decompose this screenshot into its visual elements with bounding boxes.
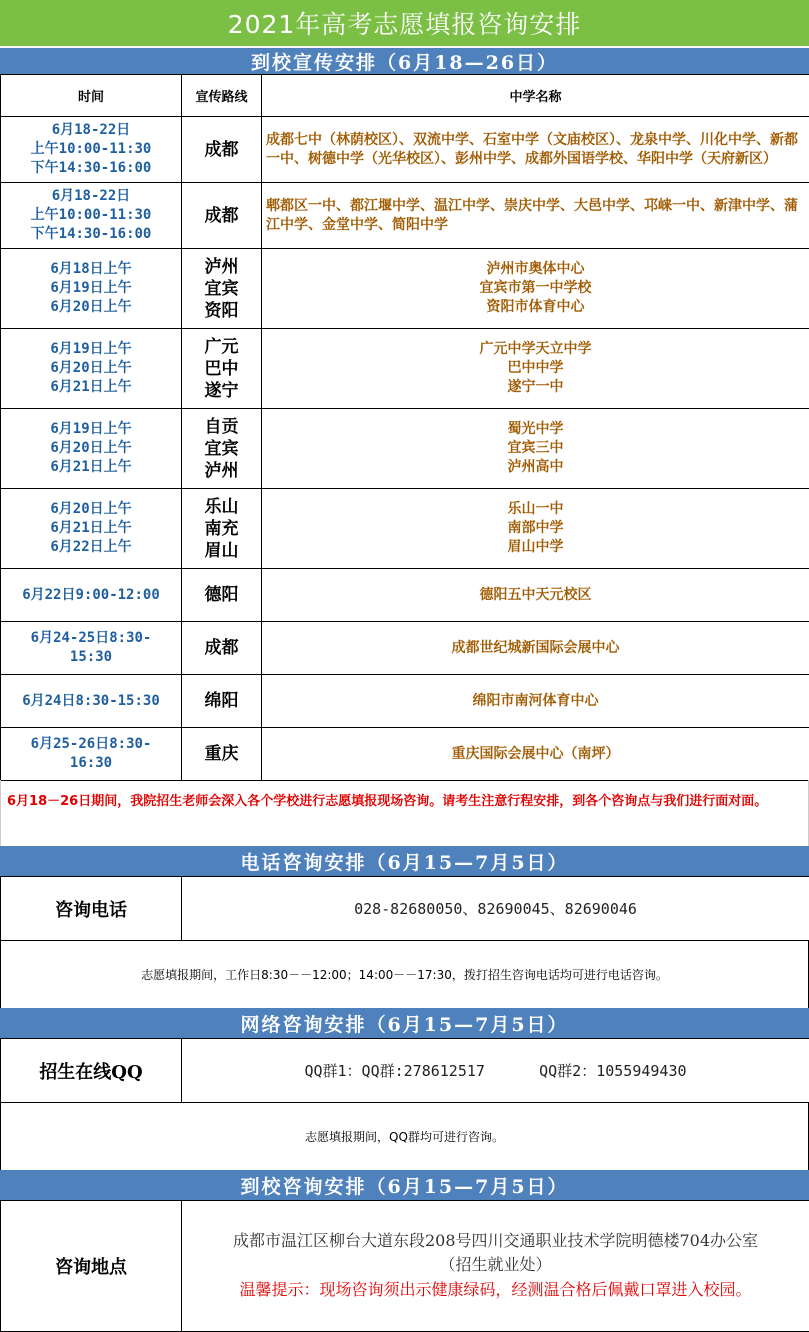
row-school-line: 眉山中学 [507,539,564,555]
row-school-line: 遂宁一中 [507,379,564,395]
row-time-line: 6月24-25日8:30- [30,630,152,646]
row-time-line: 6月18日上午 [50,261,132,277]
row-time-line: 6月18-22日 [51,188,131,204]
header-route: 宣传路线 [182,75,262,117]
online-table [0,1038,809,1103]
row-route-line: 南充 [204,518,239,539]
row-route-line: 泸州 [204,460,239,481]
row-school-line: 蜀光中学 [507,421,564,437]
row-time-line: 6月22日上午 [50,539,132,555]
row-route [182,117,262,183]
campus-section-heading: 到校咨询安排（6月15—7月5日） [0,1170,809,1200]
table-header-row [1,75,809,117]
table-row [1,675,809,728]
row-route-line: 宜宾 [204,278,239,299]
row-school [262,569,809,622]
row-school-line: 重庆国际会展中心（南坪） [451,745,620,762]
row-time-line: 6月20日上午 [50,501,132,517]
phone-numbers: 028-82680050、82690045、82690046 [182,877,809,941]
row-time-line: 6月21日上午 [50,520,132,536]
row-route [182,489,262,569]
row-route-line: 成都 [204,139,239,160]
row-school-line: 宜宾三中 [507,440,564,456]
header-school: 中学名称 [262,75,809,117]
row-route [182,183,262,249]
campus-tip: 温馨提示：现场咨询须出示健康绿码，经测温合格后佩戴口罩进入校园。 [239,1280,752,1299]
row-route-line: 泸州 [204,256,239,277]
online-section-heading: 网络咨询安排（6月15—7月5日） [0,1008,809,1038]
row-time-line: 上午10:00-11:30 [30,141,152,157]
row-route [182,409,262,489]
row-time-line: 下午14:30-16:00 [30,160,152,176]
row-time-line: 6月19日上午 [50,421,132,437]
row-route-line: 资阳 [204,300,239,321]
row-school [262,675,809,728]
row-time [1,249,182,329]
row-time-line: 6月18-22日 [51,122,131,138]
row-school [262,622,809,675]
row-time [1,117,182,183]
table-row [1,728,809,781]
table-row [1,622,809,675]
visit-section-heading: 到校宣传安排（6月18—26日） [0,48,809,74]
visit-schedule-table [0,74,809,781]
row-school-line: 乐山一中 [507,501,564,517]
table-row [1,489,809,569]
row-time-line: 6月22日9:00-12:00 [22,586,160,603]
row-time [1,489,182,569]
row-route [182,675,262,728]
campus-office: （招生就业处） [439,1255,552,1274]
row-time-line: 6月19日上午 [50,341,132,357]
visit-note: 6月18－26日期间，我院招生老师会深入各个学校进行志愿填报现场咨询。请考生注意行程安排，到各个咨询点与我们进行面对面。 [0,780,809,846]
row-time [1,329,182,409]
online-note: 志愿填报期间，QQ群均可进行咨询。 [0,1103,809,1170]
row-school-line: 绵阳市南河体育中心 [472,692,599,709]
row-time [1,622,182,675]
row-school-line: 德阳五中天元校区 [479,586,592,603]
row-route-line: 巴中 [204,358,239,379]
phone-table [0,876,809,941]
row-time-line: 6月21日上午 [50,379,132,395]
qq-groups: QQ群1：QQ群:278612517 QQ群2：1055949430 [182,1039,809,1103]
header-time: 时间 [1,75,182,117]
row-time-line: 15:30 [69,649,113,665]
campus-label: 咨询地点 [1,1201,182,1332]
row-time-line: 下午14:30-16:00 [30,226,152,242]
row-school-line: 巴中中学 [507,360,564,376]
page-title: 2021年高考志愿填报咨询安排 [0,0,809,47]
row-school-line: 资阳市体育中心 [486,299,585,315]
phone-section-heading: 电话咨询安排（6月15—7月5日） [0,846,809,876]
row-time-line: 6月24日8:30-15:30 [22,692,160,709]
row-route [182,569,262,622]
online-label: 招生在线QQ [1,1039,182,1103]
table-row [1,409,809,489]
row-school [262,728,809,781]
table-row [1,249,809,329]
row-route [182,728,262,781]
row-school [262,489,809,569]
row-time [1,675,182,728]
row-school-line: 泸州高中 [507,459,564,475]
row-route-line: 宜宾 [204,438,239,459]
row-school-line: 南部中学 [507,520,564,536]
row-school-line: 泸州市奥体中心 [486,261,585,277]
row-school-line: 郫都区一中、都江堰中学、温江中学、崇庆中学、大邑中学、邛崃一中、新津中学、蒲江中学、金堂中学、简阳中学 [266,197,798,233]
table-row [1,329,809,409]
phone-label: 咨询电话 [1,877,182,941]
table-row [1,117,809,183]
row-time-line: 6月25-26日8:30- [30,736,152,752]
row-time [1,183,182,249]
row-school [262,249,809,329]
row-school-line: 成都七中（林荫校区）、双流中学、石室中学（文庙校区）、龙泉中学、川化中学、新都一中、树德中学（光华校区）、彭州中学、成都外国语学校、华阳中学（天府新区） [266,131,798,167]
row-time-line: 6月20日上午 [50,360,132,376]
row-time-line: 6月20日上午 [50,299,132,315]
row-school [262,183,809,249]
row-route [182,249,262,329]
row-route [182,622,262,675]
table-row [1,569,809,622]
campus-address: 成都市温江区柳台大道东段208号四川交通职业技术学院明德楼704办公室 [232,1231,759,1250]
table-row [1,183,809,249]
row-school [262,409,809,489]
row-route-line: 乐山 [204,496,239,517]
row-time-line: 16:30 [69,755,113,771]
row-route-line: 重庆 [204,744,239,764]
row-time [1,728,182,781]
row-route-line: 成都 [204,638,239,658]
row-route-line: 遂宁 [204,380,239,401]
row-school [262,117,809,183]
row-time-line: 上午10:00-11:30 [30,207,152,223]
row-school [262,329,809,409]
row-time [1,569,182,622]
row-route [182,329,262,409]
campus-table [0,1200,809,1332]
row-route-line: 成都 [204,205,239,226]
row-time-line: 6月20日上午 [50,440,132,456]
row-route-line: 自贡 [204,416,239,437]
campus-info [182,1201,809,1332]
row-route-line: 德阳 [204,585,239,605]
row-time-line: 6月21日上午 [50,459,132,475]
phone-note: 志愿填报期间，工作日8:30－－12:00；14:00－－17:30，拨打招生咨询电话均可进行电话咨询。 [0,941,809,1008]
row-route-line: 广元 [204,336,239,357]
row-school-line: 宜宾市第一中学校 [479,280,592,296]
row-route-line: 眉山 [204,540,239,561]
row-time-line: 6月19日上午 [50,280,132,296]
row-time [1,409,182,489]
row-route-line: 绵阳 [204,691,239,711]
row-school-line: 广元中学天立中学 [479,341,592,357]
row-school-line: 成都世纪城新国际会展中心 [451,639,620,656]
